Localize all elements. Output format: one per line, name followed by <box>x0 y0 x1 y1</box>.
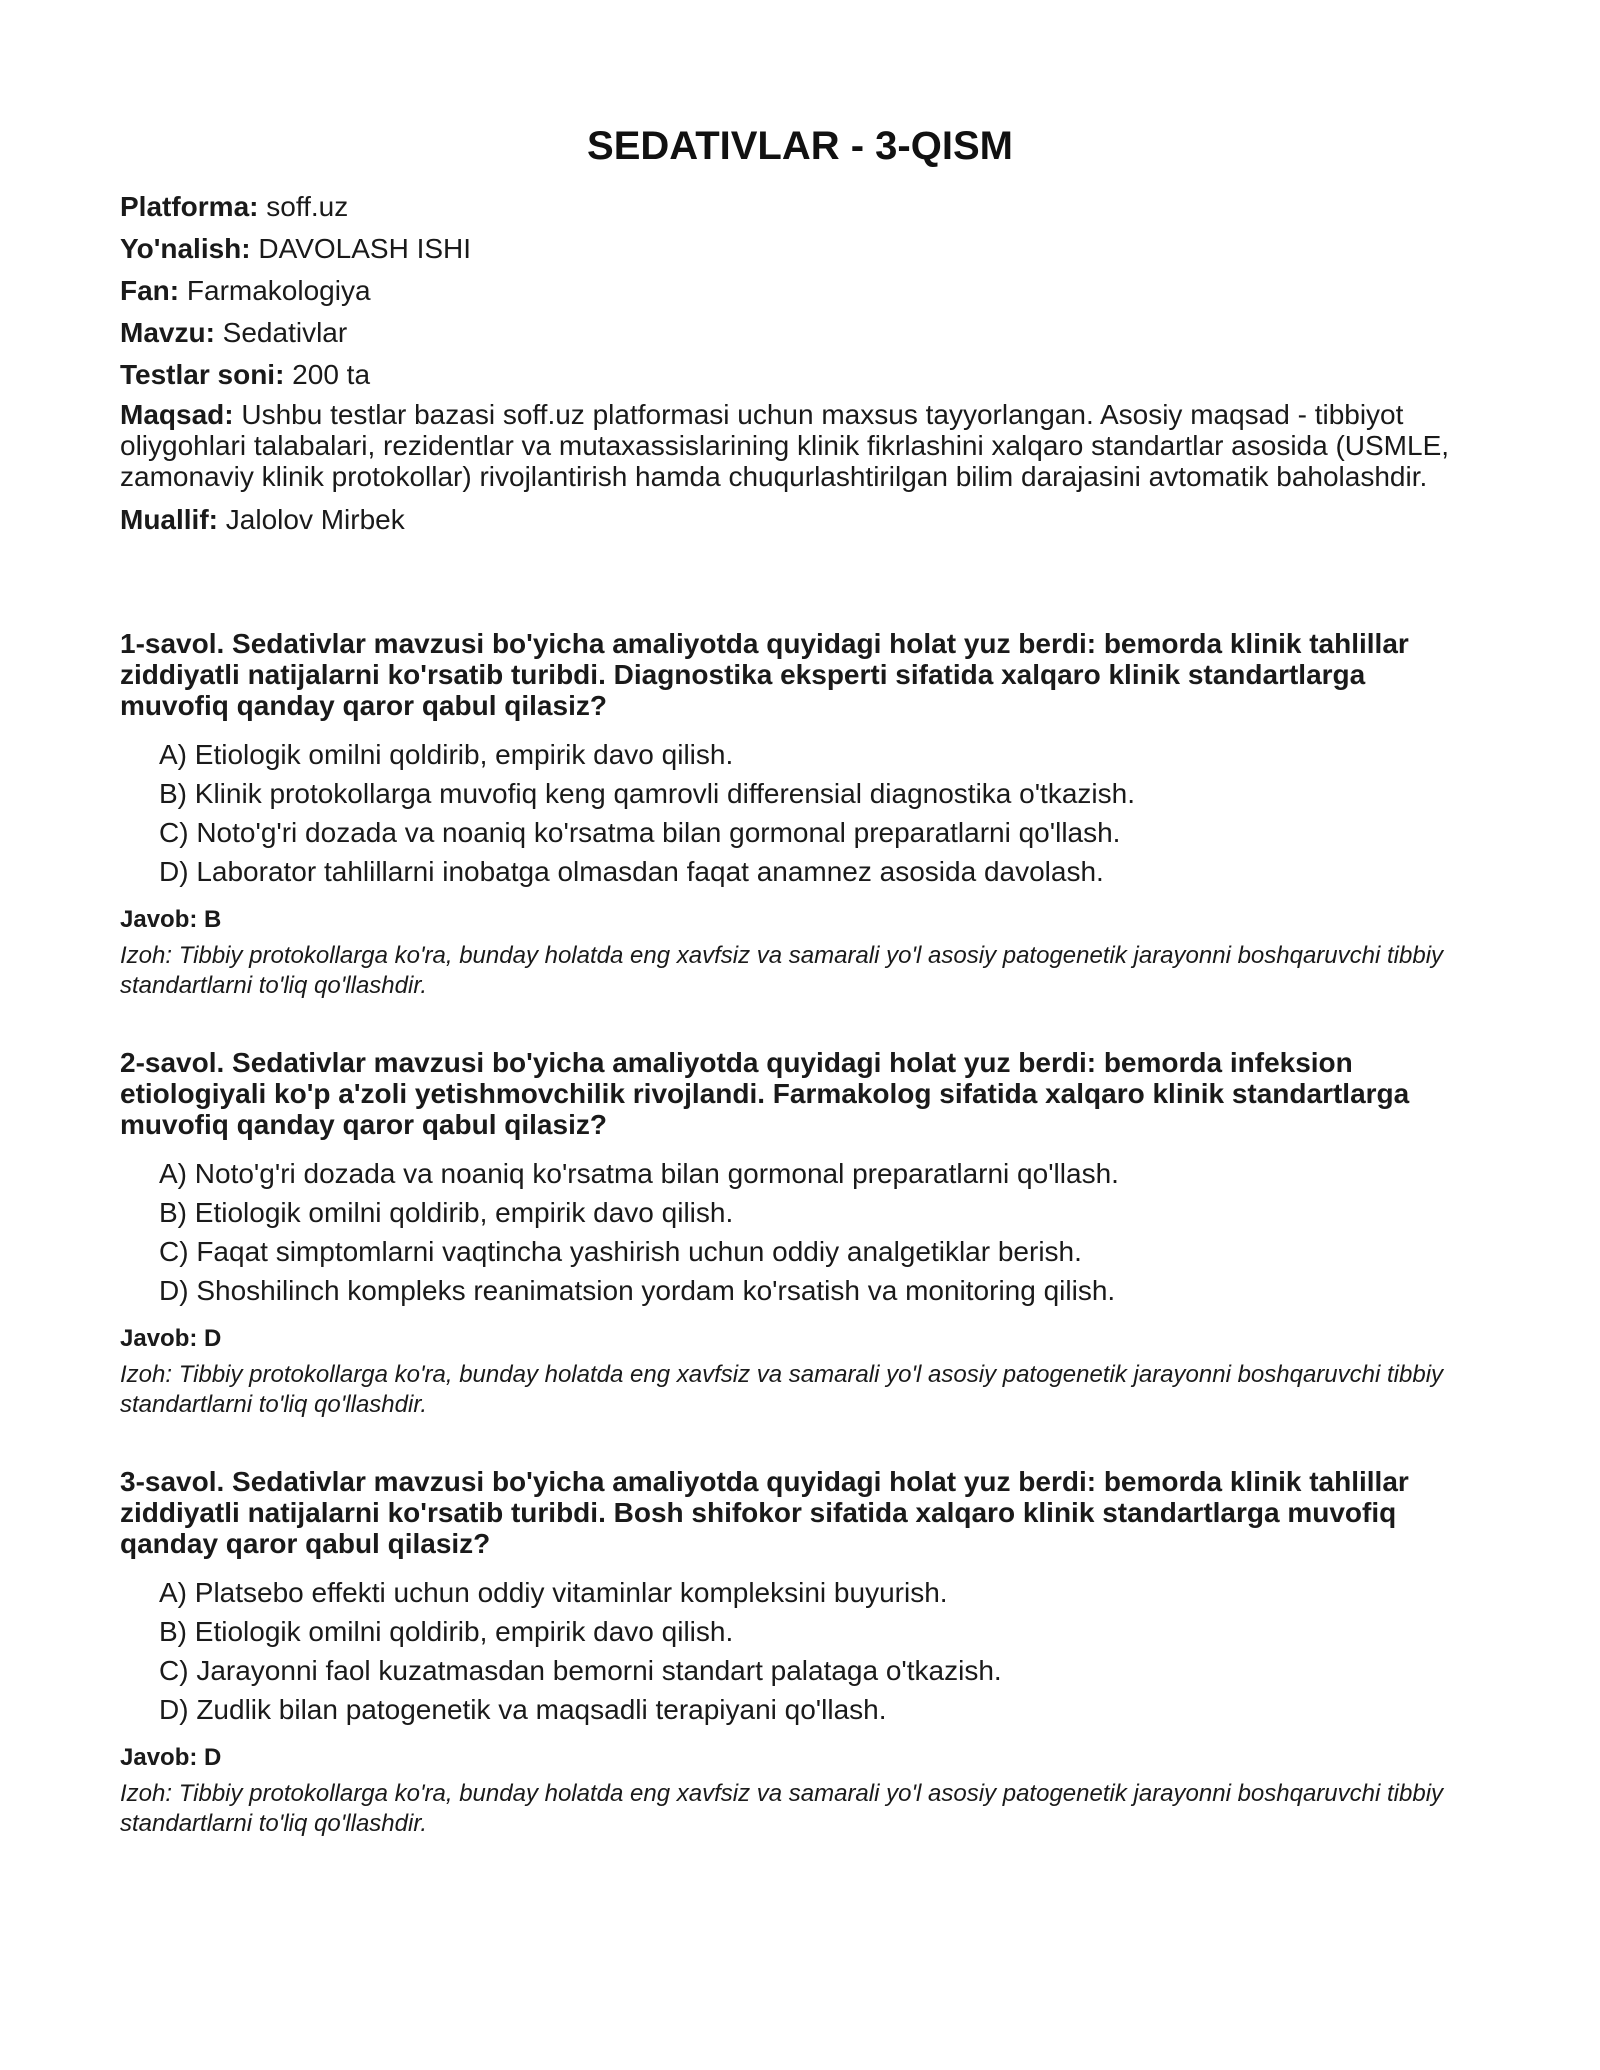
question-item <box>120 1466 1480 1839</box>
correct-answer: Javob: B <box>120 906 222 933</box>
answer-option: B) Etiologik omilni qoldirib, empirik davo qilish. <box>159 1616 734 1647</box>
meta-platform-value: soff.uz <box>258 191 349 222</box>
answer-option: A) Noto'g'ri dozada va noaniq ko'rsatma bilan gormonal preparatlarni qo'llash. <box>159 1158 1119 1189</box>
document-title: SEDATIVLAR - 3-QISM <box>587 124 1013 168</box>
answer-option: B) Klinik protokollarga muvofiq keng qamrovli differensial diagnostika o'tkazish. <box>159 778 1135 809</box>
answer-option: D) Shoshilinch kompleks reanimatsion yordam ko'rsatish va monitoring qilish. <box>159 1275 1116 1306</box>
meta-tests-count <box>120 357 1480 393</box>
meta-goal-label: Maqsad: <box>120 399 234 430</box>
answer-option: C) Noto'g'ri dozada va noaniq ko'rsatma bilan gormonal preparatlarni qo'llash. <box>159 817 1121 848</box>
meta-direction <box>120 231 1480 267</box>
question-text: 2-savol. Sedativlar mavzusi bo'yicha amaliyotda quyidagi holat yuz berdi: bemorda infeksion etiologiyali ko'p a'zoli yetishmovchilik rivojlandi. Farmakolog sifatida xalqaro klinik standartlarga muvofiq qanday qaror qabul qilasiz? <box>120 1047 1410 1140</box>
meta-direction-label: Yo'nalish: <box>120 233 251 264</box>
question-item <box>120 1047 1480 1420</box>
meta-author-label: Muallif: <box>120 504 218 535</box>
question-item <box>120 628 1480 1001</box>
answer-option: D) Zudlik bilan patogenetik va maqsadli terapiyani qo'llash. <box>159 1694 887 1725</box>
meta-platform <box>120 189 1480 225</box>
answer-option: B) Etiologik omilni qoldirib, empirik davo qilish. <box>159 1197 734 1228</box>
meta-topic <box>120 315 1480 351</box>
question-list <box>120 628 1480 1839</box>
answer-option: A) Platsebo effekti uchun oddiy vitaminlar kompleksini buyurish. <box>159 1577 948 1608</box>
answer-option: C) Faqat simptomlarni vaqtincha yashirish uchun oddiy analgetiklar berish. <box>159 1236 1082 1267</box>
correct-answer: Javob: D <box>120 1744 222 1771</box>
meta-author-value: Jalolov Mirbek <box>218 504 405 535</box>
meta-subject-value: Farmakologiya <box>179 275 371 306</box>
meta-block <box>120 189 1480 538</box>
answer-option: A) Etiologik omilni qoldirib, empirik davo qilish. <box>159 739 734 770</box>
answer-explanation: Izoh: Tibbiy protokollarga ko'ra, bunday holatda eng xavfsiz va samarali yo'l asosiy patogenetik jarayonni boshqaruvchi tibbiy standartlarni to'liq qo'llashdir. <box>120 942 1444 999</box>
meta-subject <box>120 273 1480 309</box>
answer-explanation: Izoh: Tibbiy protokollarga ko'ra, bunday holatda eng xavfsiz va samarali yo'l asosiy patogenetik jarayonni boshqaruvchi tibbiy standartlarni to'liq qo'llashdir. <box>120 1780 1444 1837</box>
meta-author <box>120 502 1480 538</box>
meta-tests-label: Testlar soni: <box>120 359 285 390</box>
meta-topic-value: Sedativlar <box>214 317 348 348</box>
meta-goal-value: Ushbu testlar bazasi soff.uz platformasi uchun maxsus tayyorlangan. Asosiy maqsad - tibbiyot oliygohlari talabalari, rezidentlar va mutaxassislarining klinik fikrlashini xalqaro standartlar asosida (USMLE, zamonaviy klinik protokollar) rivojlantirish hamda chuqurlashtirilgan bilim darajasini avtomatik baholashdir. <box>120 399 1450 492</box>
answer-explanation: Izoh: Tibbiy protokollarga ko'ra, bunday holatda eng xavfsiz va samarali yo'l asosiy patogenetik jarayonni boshqaruvchi tibbiy standartlarni to'liq qo'llashdir. <box>120 1361 1444 1418</box>
answer-option: D) Laborator tahlillarni inobatga olmasdan faqat anamnez asosida davolash. <box>159 856 1104 887</box>
question-text: 3-savol. Sedativlar mavzusi bo'yicha amaliyotda quyidagi holat yuz berdi: bemorda klinik tahlillar ziddiyatli natijalarni ko'rsatib turibdi. Bosh shifokor sifatida xalqaro klinik standartlarga muvofiq qanday qaror qabul qilasiz? <box>120 1466 1409 1559</box>
meta-platform-label: Platforma: <box>120 191 259 222</box>
answer-option: C) Jarayonni faol kuzatmasdan bemorni standart palataga o'tkazish. <box>159 1655 1002 1686</box>
meta-tests-value: 200 ta <box>284 359 371 390</box>
correct-answer: Javob: D <box>120 1325 222 1352</box>
meta-goal <box>120 399 1480 492</box>
question-text: 1-savol. Sedativlar mavzusi bo'yicha amaliyotda quyidagi holat yuz berdi: bemorda klinik tahlillar ziddiyatli natijalarni ko'rsatib turibdi. Diagnostika eksperti sifatida xalqaro klinik standartlarga muvofiq qanday qaror qabul qilasiz? <box>120 628 1409 721</box>
meta-direction-value: DAVOLASH ISHI <box>250 233 472 264</box>
meta-subject-label: Fan: <box>120 275 180 306</box>
meta-topic-label: Mavzu: <box>120 317 215 348</box>
